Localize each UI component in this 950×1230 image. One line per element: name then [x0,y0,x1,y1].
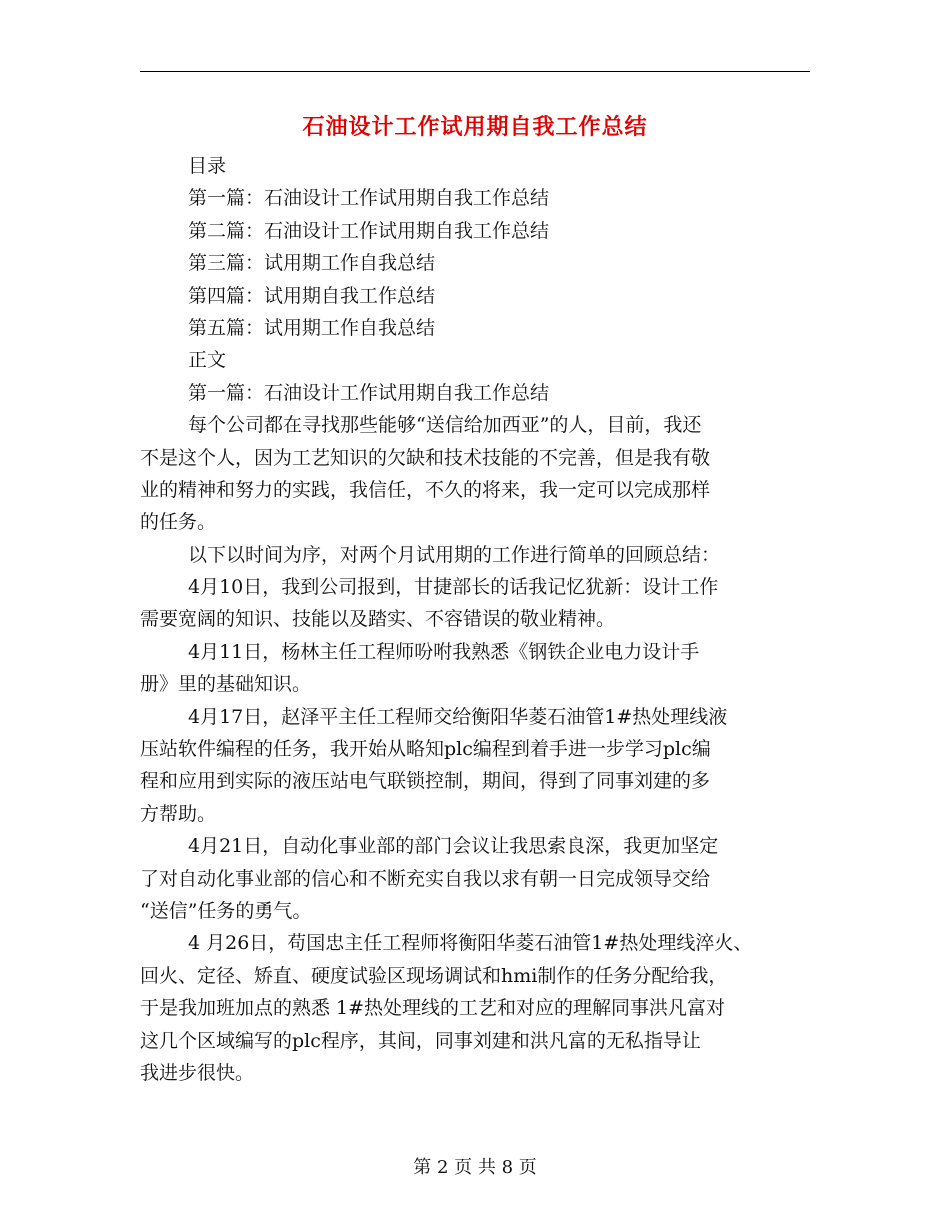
text-line: 的任务。 [140,511,217,534]
text-line: 压站软件编程的任务，我开始从略知plc编程到着手进一步学习plc编 [140,738,711,761]
text-line: 4月17日，赵泽平主任工程师交给衡阳华菱石油管1#热处理线液 [188,705,728,728]
text-line: 4月10日，我到公司报到，甘捷部长的话我记忆犹新：设计工作 [188,576,719,599]
document-body [140,150,810,1089]
text-line: 4 月26日，苟国忠主任工程师将衡阳华菱石油管1#热处理线淬火、 [188,932,753,955]
text-line: 第三篇：试用期工作自我总结 [188,252,436,275]
text-line: 需要宽阔的知识、技能以及踏实、不容错误的敬业精神。 [140,608,616,631]
header-rule [140,71,810,72]
text-line: 每个公司都在寻找那些能够“送信给加西亚”的人，目前，我还 [188,414,702,437]
text-line: 于是我加班加点的熟悉 1#热处理线的工艺和对应的理解同事洪凡富对 [140,997,726,1020]
text-line: 这几个区域编写的plc程序，其间，同事刘建和洪凡富的无私指导让 [140,1029,701,1052]
text-line: 方帮助。 [140,802,217,825]
text-line: 程和应用到实际的液压站电气联锁控制，期间，得到了同事刘建的多 [140,770,711,793]
text-line: 第四篇：试用期自我工作总结 [188,284,436,307]
text-line: “送信”任务的勇气。 [140,899,312,922]
text-line: 我进步很快。 [140,1061,255,1084]
document-title: 石油设计工作试用期自我工作总结 [302,114,648,140]
text-line: 4月11日，杨林主任工程师吩咐我熟悉《钢铁企业电力设计手 [188,640,700,663]
text-line: 第五篇：试用期工作自我总结 [188,316,436,339]
text-line: 目录 [188,155,227,177]
text-line: 第二篇：石油设计工作试用期自我工作总结 [188,219,550,242]
text-line: 4月21日，自动化事业部的部门会议让我思索良深，我更加坚定 [188,835,719,858]
text-line: 了对自动化事业部的信心和不断充实自我以求有朝一日完成领导交给 [140,867,711,890]
text-line: 以下以时间为序，对两个月试用期的工作进行简单的回顾总结： [188,543,721,566]
text-line: 第一篇：石油设计工作试用期自我工作总结 [188,381,550,404]
text-line: 第一篇：石油设计工作试用期自我工作总结 [188,187,550,210]
page-number: 第 2 页 共 8 页 [413,1157,537,1178]
text-line: 册》里的基础知识。 [140,673,312,696]
text-line: 回火、定径、矫直、硬度试验区现场调试和hmi制作的任务分配给我， [140,964,728,987]
text-line: 正文 [188,349,227,372]
text-line: 不是这个人，因为工艺知识的欠缺和技术技能的不完善，但是我有敬 [140,446,711,469]
text-line: 业的精神和努力的实践，我信任，不久的将来，我一定可以完成那样 [140,478,711,501]
